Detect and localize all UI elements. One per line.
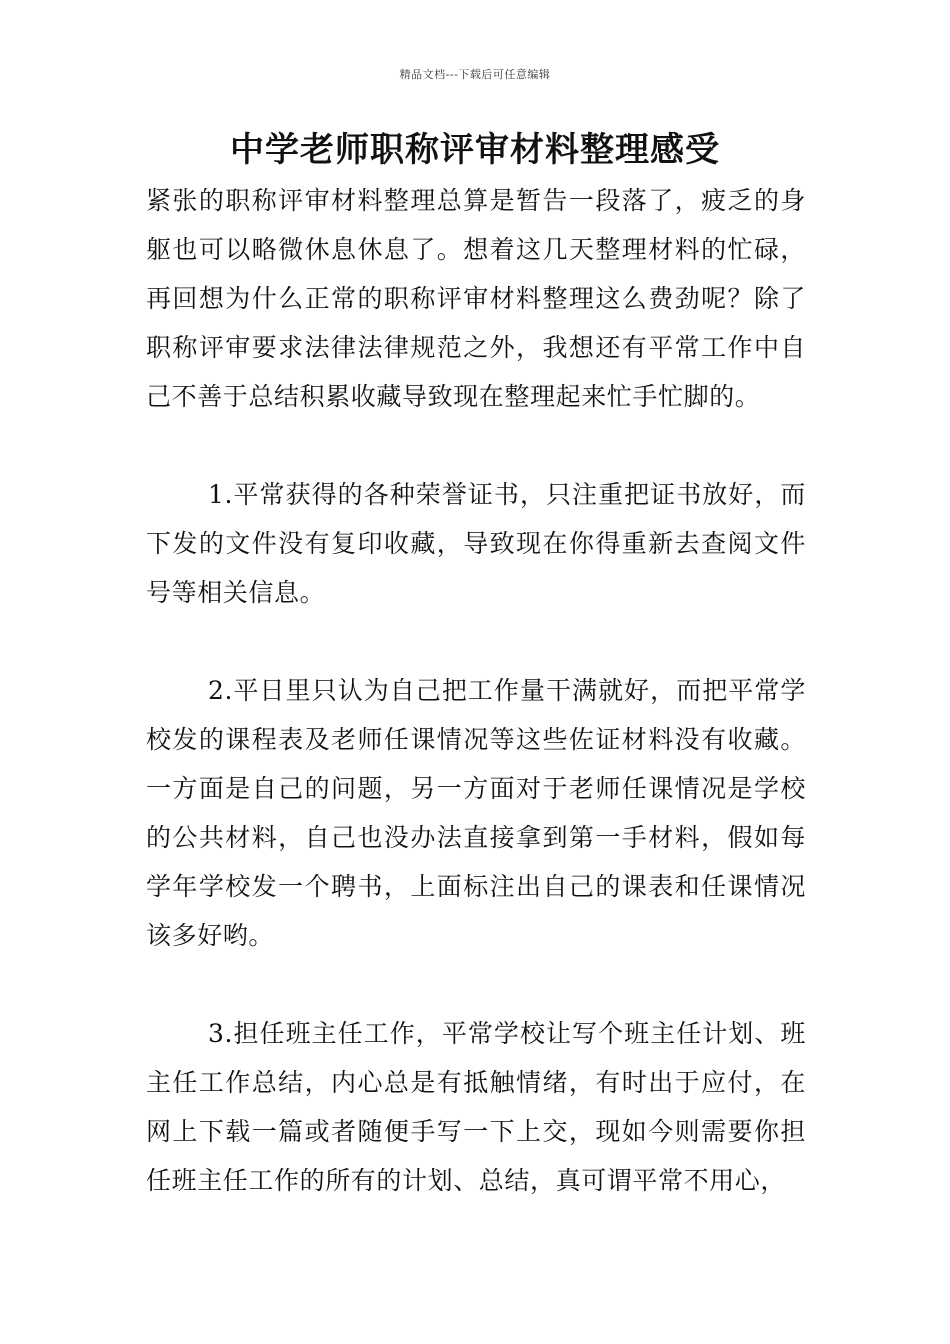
paragraph-spacer	[146, 617, 806, 666]
paragraph-point-1: 1.平常获得的各种荣誉证书，只注重把证书放好，而下发的文件没有复印收藏，导致现在你得重新去查阅文件号等相关信息。	[146, 480, 806, 607]
document-body	[146, 176, 806, 1205]
paragraph-point-3: 3.担任班主任工作，平常学校让写个班主任计划、班主任工作总结，内心总是有抵触情绪，有时出于应付，在网上下载一篇或者随便手写一下上交，现如今则需要你担任班主任工作的所有的计划、总结，真可谓平常不用心，	[146, 1019, 806, 1195]
header-note: 精品文档---下载后可任意编辑	[399, 68, 551, 81]
paragraph-point-2: 2.平日里只认为自己把工作量干满就好，而把平常学校发的课程表及老师任课情况等这些佐证材料没有收藏。一方面是自己的问题，另一方面对于老师任课情况是学校的公共材料，自己也没办法直接拿到第一手材料，假如每学年学校发一个聘书，上面标注出自己的课表和任课情况该多好哟。	[146, 676, 806, 950]
paragraph-intro: 紧张的职称评审材料整理总算是暂告一段落了，疲乏的身躯也可以略微休息休息了。想着这几天整理材料的忙碌，再回想为什么正常的职称评审材料整理这么费劲呢？除了职称评审要求法律法律规范之外，我想还有平常工作中自己不善于总结积累收藏导致现在整理起来忙手忙脚的。	[146, 186, 806, 411]
paragraph-spacer	[146, 421, 806, 470]
paragraph-spacer	[146, 960, 806, 1009]
page-title: 中学老师职称评审材料整理感受	[230, 130, 720, 170]
